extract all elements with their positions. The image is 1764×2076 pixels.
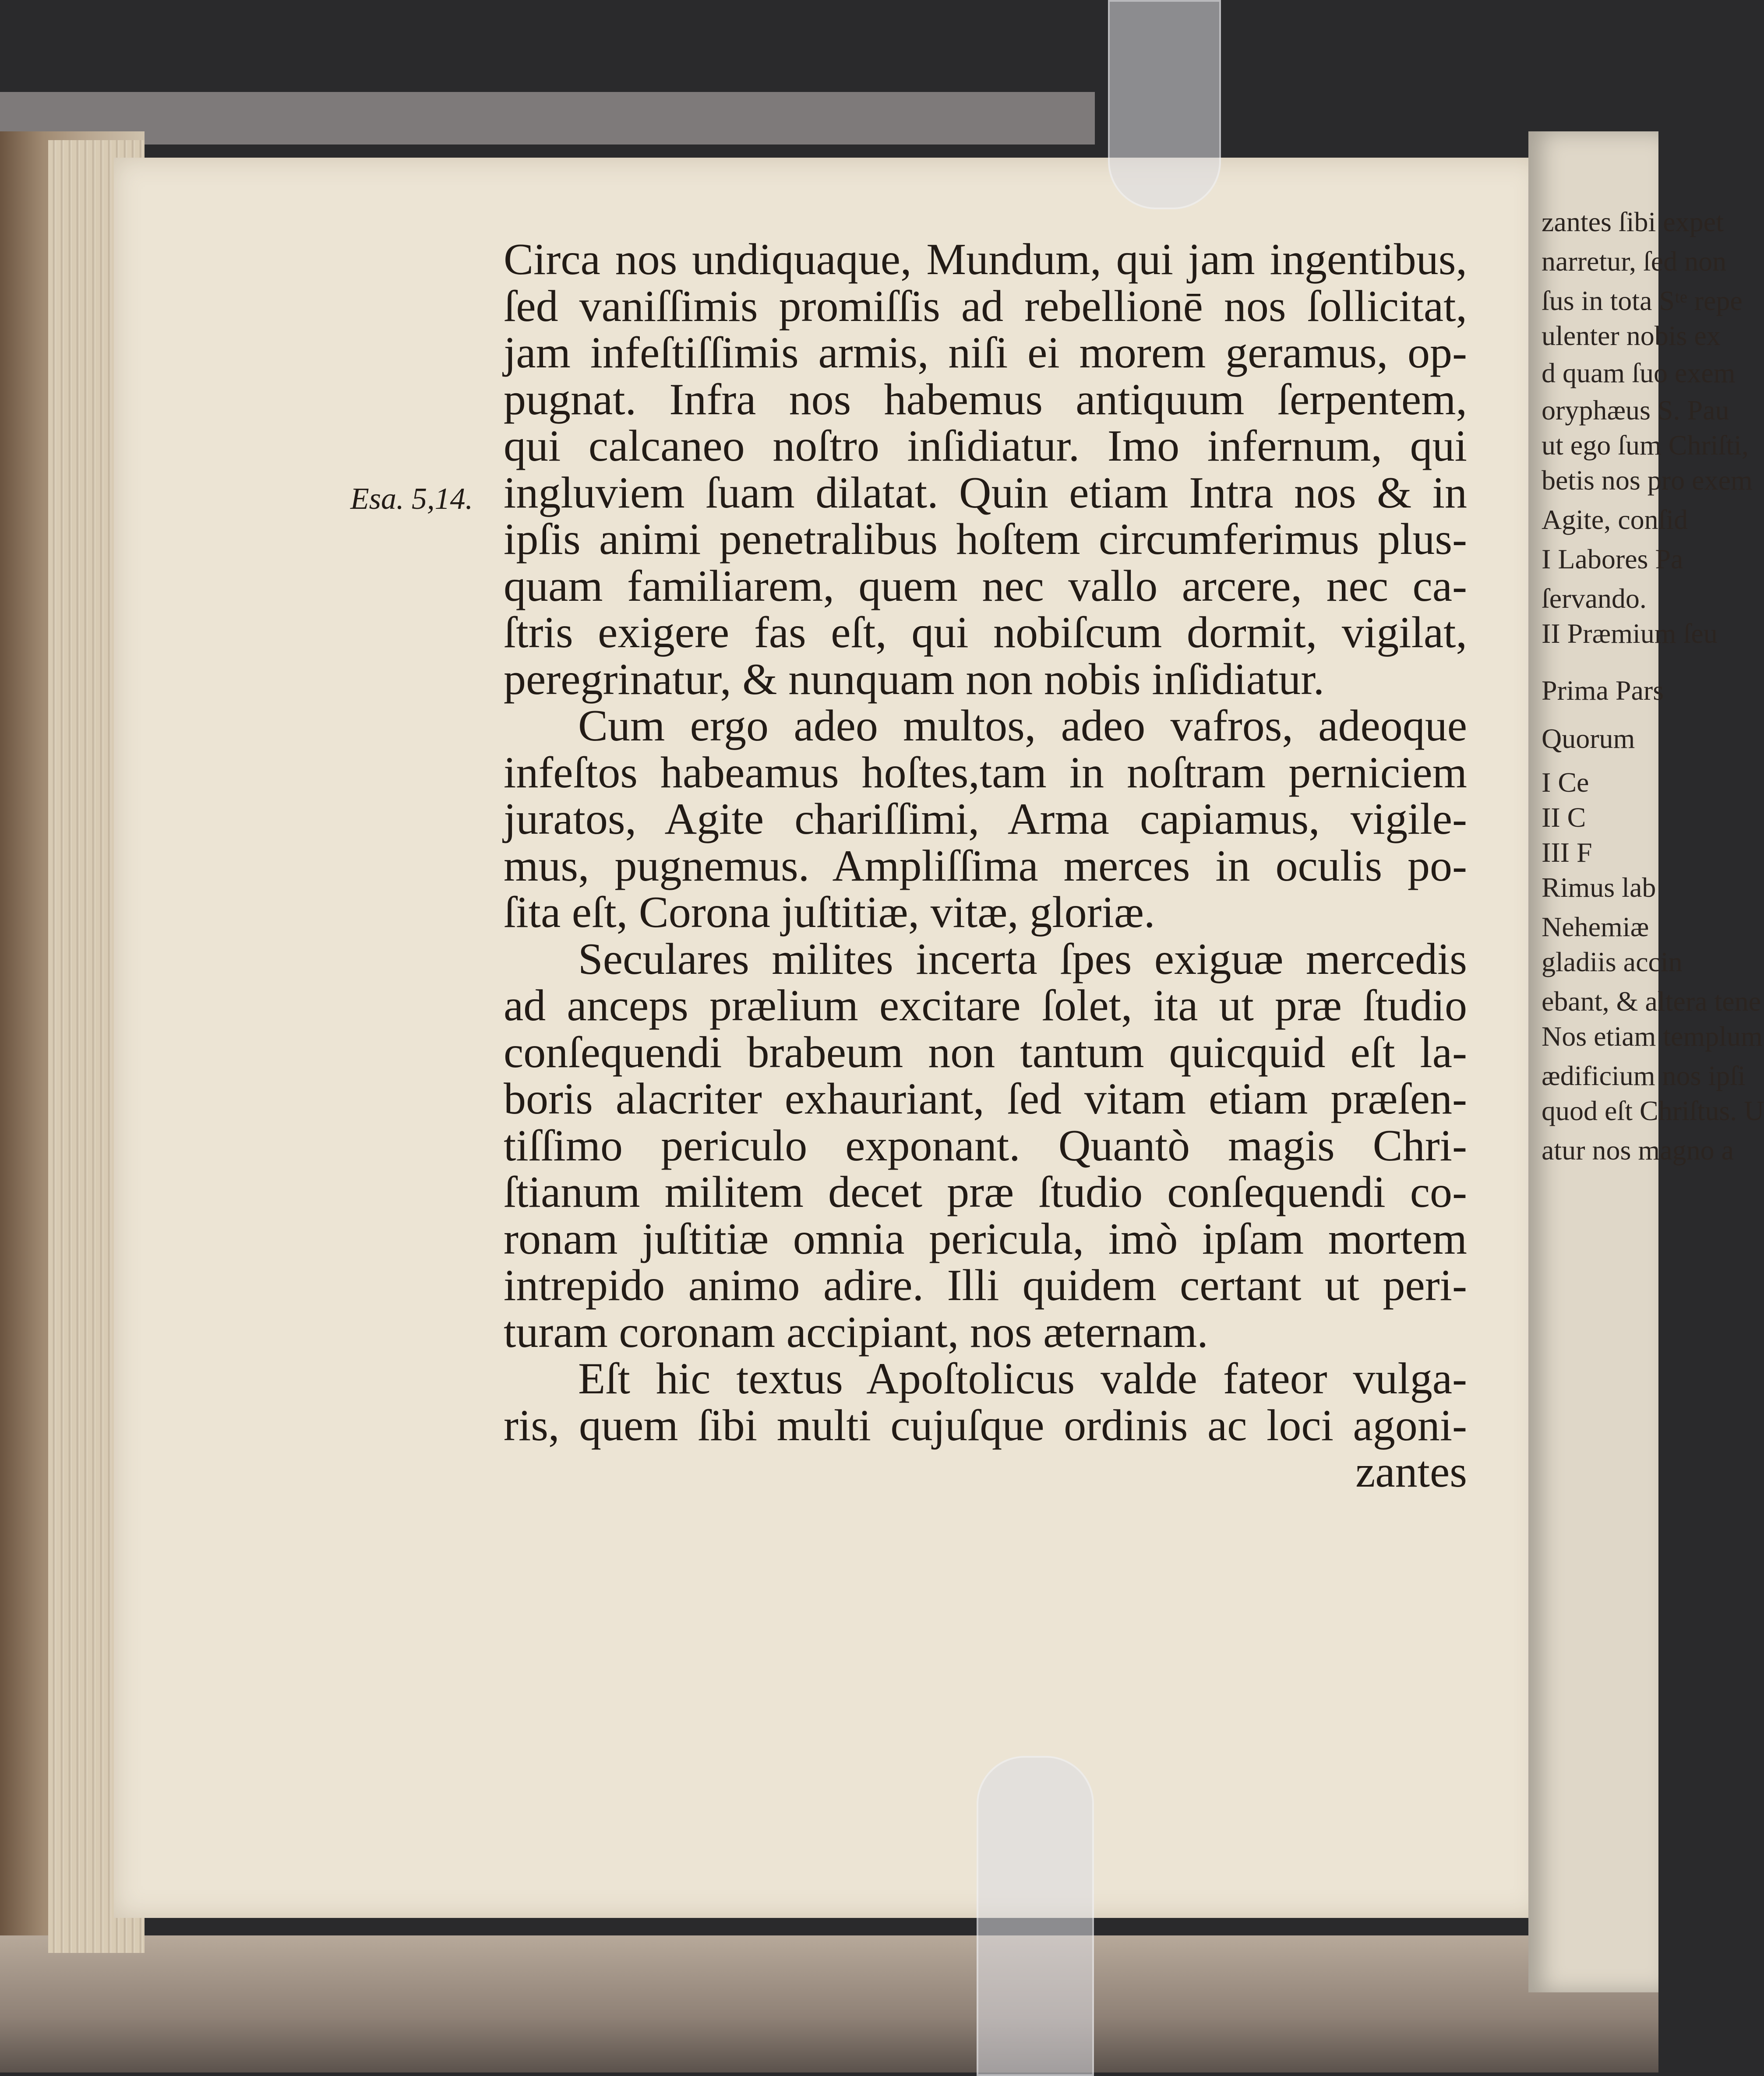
facing-page-line: II C [1542,802,1586,833]
book-cover-bottom [0,1935,1658,2072]
text-line: pugnat. Infra nos habemus antiquum ſerpentem, [504,374,1467,424]
facing-page-line: d quam ſuo exem [1542,357,1736,388]
text-line: ris, quem ſibi multi cujuſque ordinis ac loci agoni- [504,1400,1467,1450]
facing-page-line: quod eſt Chriſtus. U [1542,1095,1764,1126]
facing-page [1528,131,1764,1992]
facing-page-line: Rimus lab [1542,872,1656,903]
facing-page-line: I Ce [1542,767,1589,798]
facing-page-line: ſus in tota Sᵗᵉ repe [1542,285,1743,316]
text-line: ſed vaniſſimis promiſſis ad rebellionē nos ſollicitat, [504,281,1467,331]
facing-page-line: ebant, & altera tene [1542,986,1761,1017]
text-line: jam infeſtiſſimis armis, niſi ei morem geramus, op- [504,328,1467,377]
facing-page-line: II Præmium ſeu [1542,618,1718,649]
background-band [0,92,1095,145]
text-line: ipſis animi penetralibus hoſtem circumferimus plus- [504,515,1467,564]
facing-page-line: III F [1542,837,1592,868]
facing-page-line: Nehemiæ [1542,911,1649,942]
margin-note: Esa. 5,14. [350,482,473,516]
catchword: zantes [1355,1447,1467,1497]
facing-page-line: Agite, conſid [1542,504,1688,535]
facing-page-line: Quorum [1542,723,1635,754]
page-clip-bottom [977,1756,1094,2076]
text-line: ad anceps prælium excitare ſolet, ita ut præ ſtudio [504,981,1467,1030]
text-line: juratos, Agite chariſſimi, Arma capiamus, vigile- [504,794,1467,844]
text-line: conſequendi brabeum non tantum quicquid eſt la- [504,1027,1467,1077]
text-line: ingluviem ſuam dilatat. Quin etiam Intra nos & in [504,468,1467,518]
text-line: Cum ergo adeo multos, adeo vafros, adeoque [578,701,1467,751]
facing-page-line: Prima Pars [1542,675,1664,706]
facing-page-line: narretur, ſed non [1542,246,1727,277]
text-line: Eſt hic textus Apoſtolicus valde fateor vulga- [578,1354,1467,1403]
text-line: boris alacriter exhauriant, ſed vitam etiam præſen- [504,1074,1467,1124]
text-line: ſita eſt, Corona juſtitiæ, vitæ, gloriæ. [504,888,1155,937]
facing-page-line: zantes ſibi expet [1542,206,1724,237]
text-line: infeſtos habeamus hoſtes,tam in noſtram perniciem [504,747,1467,797]
facing-page-line: ulenter nobis ex [1542,320,1721,351]
facing-page-line: Nos etiam templum [1542,1021,1763,1052]
text-line: mus, pugnemus. Ampliſſima merces in oculis po- [504,841,1467,891]
text-line: ſtris exigere fas eſt, qui nobiſcum dormit, vigilat, [504,608,1467,657]
facing-page-line: ut ego ſum Chriſti, [1542,430,1749,461]
text-line: qui calcaneo noſtro inſidiatur. Imo infernum, qui [504,421,1467,471]
text-line: quam familiarem, quem nec vallo arcere, nec ca- [504,561,1467,611]
text-line: tiſſimo periculo exponant. Quantò magis Chri- [504,1121,1467,1170]
main-text [504,236,1467,1496]
facing-page-line: gladiis accin [1542,946,1683,977]
text-line: intrepido animo adire. Illi quidem certant ut peri- [504,1261,1467,1310]
facing-page-line: ædificium nos ipſi [1542,1060,1746,1091]
text-line: Circa nos undiquaque, Mundum, qui jam ingentibus, [504,235,1467,284]
text-line: turam coronam accipiant, nos æternam. [504,1307,1208,1357]
facing-page-line: ſervando. [1542,583,1647,614]
page-clip-top [1108,0,1221,209]
facing-page-line: oryphæus S. Pau [1542,395,1729,426]
facing-page-line: atur nos magno a [1542,1135,1734,1166]
facing-page-line: betis nos pro exem [1542,465,1753,496]
facing-page-line: I Labores Pa [1542,543,1683,575]
text-line: Seculares milites incerta ſpes exiguæ mercedis [578,934,1467,984]
text-line: peregrinatur, & nunquam non nobis inſidiatur. [504,654,1325,704]
text-line: ronam juſtitiæ omnia pericula, imò ipſam mortem [504,1214,1467,1264]
text-line: ſtianum militem decet præ ſtudio conſequendi co- [504,1167,1467,1217]
